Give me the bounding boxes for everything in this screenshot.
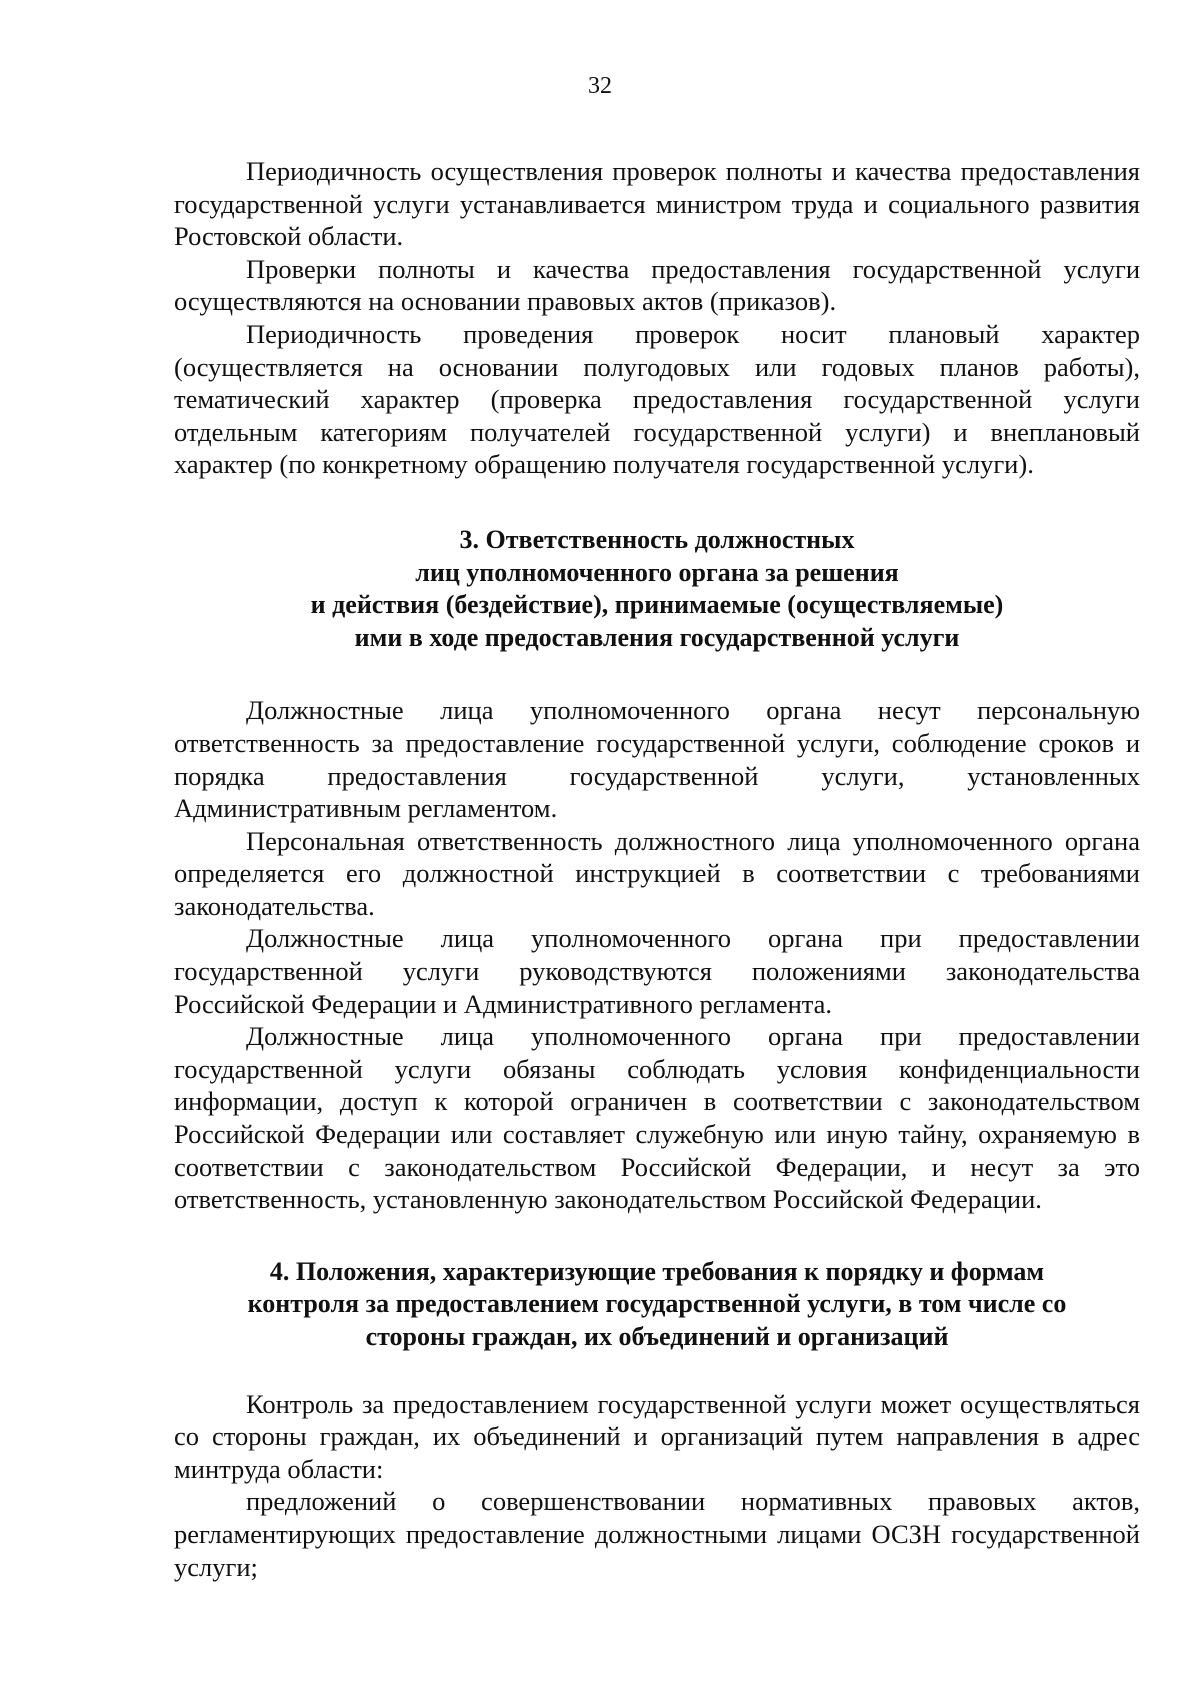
- paragraph-inspection-periodicity: Периодичность осуществления проверок полноты и качества предоставления государственной услуги устанавливается министром труда и социального развития Ростовской области.: [174, 156, 1140, 252]
- paragraph-public-control: Контроль за предоставлением государственной услуги может осуществляться со стороны граждан, их объединений и организаций путем направления в адрес минтруда области:: [174, 1388, 1140, 1484]
- section-4-heading-line: 4. Положения, характеризующие требования к порядку и формам: [269, 1256, 1045, 1286]
- paragraph-job-instruction: Персональная ответственность должностного лица уполномоченного органа определяется его должностной инструкцией в соответствии с требованиями законодательства.: [174, 825, 1140, 921]
- section-3-heading-line: ими в ходе предоставления государственной услуги: [354, 622, 960, 652]
- section-3-heading: [174, 524, 1140, 654]
- section-4-heading: [174, 1256, 1140, 1354]
- section-4-heading-line: стороны граждан, их объединений и организаций: [365, 1322, 949, 1351]
- paragraph-inspection-types: Периодичность проведения проверок носит плановый характер (осуществляется на основании полугодовых или годовых планов работы), тематический характер (проверка предоставления государственной услуги отдельным категориям получателей государственной услуги) и внеплановый характер (по конкретному обращению получателя государственной услуги).: [174, 318, 1140, 480]
- section-3-heading-line: лиц уполномоченного органа за решения: [415, 557, 899, 587]
- document-body: [174, 155, 1140, 1583]
- page-number: 32: [588, 73, 612, 99]
- paragraph-confidentiality: Должностные лица уполномоченного органа при предоставлении государственной услуги обязаны соблюдать условия конфиденциальности информации, доступ к которой ограничен в соответствии с законодательством Российской Федерации или составляет служебную или иную тайну, охраняемую в соответствии с законодательством Российской Федерации, и несут за это ответственность, установленную законодательством Российской Федерации.: [174, 1021, 1140, 1215]
- section-3-heading-line: 3. Ответственность должностных: [459, 524, 855, 554]
- paragraph-personal-responsibility: Должностные лица уполномоченного органа несут персональную ответственность за предоставление государственной услуги, соблюдение сроков и порядка предоставления государственной услуги, установленных Административным регламентом.: [174, 695, 1140, 824]
- paragraph-inspection-basis: Проверки полноты и качества предоставления государственной услуги осуществляются на основании правовых актов (приказов).: [174, 253, 1140, 317]
- paragraph-legislation-guidance: Должностные лица уполномоченного органа при предоставлении государственной услуги руководствуются положениями законодательства Российской Федерации и Административного регламента.: [174, 923, 1140, 1019]
- paragraph-proposals: предложений о совершенствовании нормативных правовых актов, регламентирующих предоставление должностными лицами ОСЗН государственной услуги;: [174, 1486, 1140, 1582]
- section-3-heading-line: и действия (бездействие), принимаемые (осуществляемые): [310, 590, 1004, 620]
- section-4-heading-line: контроля за предоставлением государственной услуги, в том числе со: [247, 1289, 1067, 1319]
